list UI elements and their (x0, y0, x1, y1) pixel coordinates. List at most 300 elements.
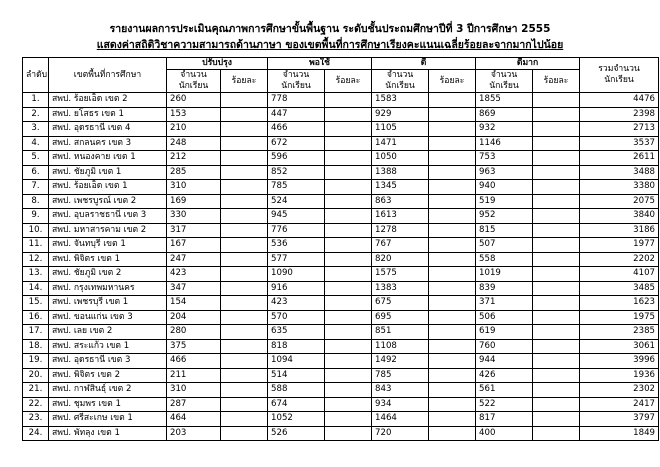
percent-good-cell (429, 223, 476, 238)
count-improve-cell: 247 (167, 252, 221, 267)
count-fair-cell: 423 (268, 296, 325, 311)
count-improve-cell: 211 (167, 368, 221, 383)
count-fair-cell: 447 (268, 107, 325, 122)
rank-cell: 15. (23, 296, 49, 311)
count-very-good-cell: 940 (476, 180, 533, 195)
total-students-cell: 4476 (580, 93, 659, 108)
total-students-cell: 1975 (580, 310, 659, 325)
count-improve-cell: 317 (167, 223, 221, 238)
count-fair-cell: 672 (268, 136, 325, 151)
count-fair-cell: 1094 (268, 354, 325, 369)
count-fair-cell: 588 (268, 383, 325, 398)
count-improve-cell: 464 (167, 412, 221, 427)
rank-cell: 22. (23, 397, 49, 412)
count-fair-cell: 778 (268, 93, 325, 108)
percent-improve-cell (221, 165, 268, 180)
total-students-cell: 1849 (580, 426, 659, 441)
percent-header: ร้อยละ (429, 70, 476, 93)
percent-fair-cell (325, 339, 372, 354)
percent-good-cell (429, 209, 476, 224)
count-fair-cell: 852 (268, 165, 325, 180)
total-students-cell: 2075 (580, 194, 659, 209)
count-good-cell: 1278 (372, 223, 429, 238)
table-row (23, 368, 659, 383)
percent-header: ร้อยละ (325, 70, 372, 93)
count-good-cell: 863 (372, 194, 429, 209)
group-header-improve: ปรับปรุง (167, 58, 268, 70)
percent-very-good-cell (533, 397, 580, 412)
table-row (23, 209, 659, 224)
percent-fair-cell (325, 368, 372, 383)
percent-very-good-cell (533, 122, 580, 137)
percent-very-good-cell (533, 310, 580, 325)
count-good-cell: 1492 (372, 354, 429, 369)
count-improve-cell: 260 (167, 93, 221, 108)
percent-improve-cell (221, 296, 268, 311)
percent-very-good-cell (533, 252, 580, 267)
table-row (23, 223, 659, 238)
percent-very-good-cell (533, 180, 580, 195)
count-fair-cell: 776 (268, 223, 325, 238)
percent-very-good-cell (533, 412, 580, 427)
table-row (23, 151, 659, 166)
count-good-cell: 767 (372, 238, 429, 253)
count-good-cell: 695 (372, 310, 429, 325)
count-improve-cell: 466 (167, 354, 221, 369)
count-very-good-cell: 558 (476, 252, 533, 267)
percent-fair-cell (325, 223, 372, 238)
percent-good-cell (429, 296, 476, 311)
area-name-cell: สพป. หนองคาย เขต 1 (49, 151, 167, 166)
count-very-good-cell: 400 (476, 426, 533, 441)
area-name-cell: สพป. สระแก้ว เขต 1 (49, 339, 167, 354)
percent-good-cell (429, 238, 476, 253)
count-good-cell: 675 (372, 296, 429, 311)
count-good-cell: 1345 (372, 180, 429, 195)
rank-cell: 13. (23, 267, 49, 282)
rank-header: ลำดับ (23, 58, 49, 93)
rank-cell: 11. (23, 238, 49, 253)
total-students-cell: 1936 (580, 368, 659, 383)
count-very-good-cell: 760 (476, 339, 533, 354)
area-name-cell: สพป. ชัยภูมิ เขต 2 (49, 267, 167, 282)
count-header: จำนวน นักเรียน (372, 70, 429, 93)
total-students-cell: 3537 (580, 136, 659, 151)
percent-improve-cell (221, 93, 268, 108)
total-students-cell: 3797 (580, 412, 659, 427)
total-students-cell: 3186 (580, 223, 659, 238)
percent-header: ร้อยละ (221, 70, 268, 93)
percent-good-cell (429, 107, 476, 122)
percent-good-cell (429, 180, 476, 195)
table-row (23, 136, 659, 151)
count-header: จำนวน นักเรียน (167, 70, 221, 93)
rank-cell: 14. (23, 281, 49, 296)
area-name-cell: สพป. เลย เขต 2 (49, 325, 167, 340)
area-name-cell: สพป. ร้อยเอ็ด เขต 1 (49, 180, 167, 195)
percent-improve-cell (221, 223, 268, 238)
count-very-good-cell: 815 (476, 223, 533, 238)
table-row (23, 397, 659, 412)
count-improve-cell: 154 (167, 296, 221, 311)
percent-fair-cell (325, 354, 372, 369)
count-fair-cell: 526 (268, 426, 325, 441)
percent-very-good-cell (533, 281, 580, 296)
percent-improve-cell (221, 238, 268, 253)
report-subtitle: แสดงค่าสถิติวิชาความสามารถด้านภาษา ของเขตพื้นที่การศึกษาเรียงคะแนนเฉลี่ยร้อยละจากมากไปน้อย (96, 39, 564, 51)
count-very-good-cell: 963 (476, 165, 533, 180)
percent-very-good-cell (533, 165, 580, 180)
count-fair-cell: 1090 (268, 267, 325, 282)
percent-very-good-cell (533, 93, 580, 108)
count-good-cell: 820 (372, 252, 429, 267)
area-name-cell: สพป. กรุงเทพมหานคร (49, 281, 167, 296)
percent-fair-cell (325, 209, 372, 224)
count-improve-cell: 287 (167, 397, 221, 412)
count-header: จำนวน นักเรียน (476, 70, 533, 93)
rank-cell: 10. (23, 223, 49, 238)
rank-cell: 23. (23, 412, 49, 427)
table-row (23, 310, 659, 325)
percent-good-cell (429, 281, 476, 296)
count-improve-cell: 210 (167, 122, 221, 137)
area-header: เขตพื้นที่การศึกษา (49, 58, 167, 93)
count-very-good-cell: 932 (476, 122, 533, 137)
group-header-fair: พอใช้ (268, 58, 372, 70)
percent-fair-cell (325, 383, 372, 398)
count-good-cell: 1575 (372, 267, 429, 282)
total-students-cell: 2713 (580, 122, 659, 137)
count-fair-cell: 514 (268, 368, 325, 383)
percent-improve-cell (221, 267, 268, 282)
percent-good-cell (429, 136, 476, 151)
total-header: รวมจำนวน นักเรียน (580, 58, 659, 93)
total-students-cell: 3840 (580, 209, 659, 224)
count-very-good-cell: 426 (476, 368, 533, 383)
table-row (23, 412, 659, 427)
percent-fair-cell (325, 165, 372, 180)
count-improve-cell: 310 (167, 180, 221, 195)
table-row (23, 383, 659, 398)
count-improve-cell: 330 (167, 209, 221, 224)
count-improve-cell: 169 (167, 194, 221, 209)
percent-fair-cell (325, 310, 372, 325)
percent-fair-cell (325, 397, 372, 412)
report-title: รายงานผลการประเมินคุณภาพการศึกษาขั้นพื้นฐาน ระดับชั้นประถมศึกษาปีที่ 3 ปีการศึกษา 2555 (109, 23, 551, 35)
total-students-cell: 3996 (580, 354, 659, 369)
count-fair-cell: 536 (268, 238, 325, 253)
percent-good-cell (429, 354, 476, 369)
table-row (23, 194, 659, 209)
table-row (23, 281, 659, 296)
percent-good-cell (429, 252, 476, 267)
area-name-cell: สพป. กาฬสินธุ์ เขต 2 (49, 383, 167, 398)
count-very-good-cell: 944 (476, 354, 533, 369)
percent-fair-cell (325, 281, 372, 296)
count-good-cell: 843 (372, 383, 429, 398)
table-row (23, 252, 659, 267)
count-improve-cell: 347 (167, 281, 221, 296)
rank-cell: 16. (23, 310, 49, 325)
area-name-cell: สพป. พิจิตร เขต 1 (49, 252, 167, 267)
rank-cell: 19. (23, 354, 49, 369)
table-row (23, 122, 659, 137)
percent-improve-cell (221, 281, 268, 296)
table-row (23, 267, 659, 282)
total-students-cell: 3061 (580, 339, 659, 354)
count-improve-cell: 203 (167, 426, 221, 441)
percent-improve-cell (221, 426, 268, 441)
percent-good-cell (429, 368, 476, 383)
rank-cell: 3. (23, 122, 49, 137)
percent-improve-cell (221, 368, 268, 383)
count-good-cell: 1464 (372, 412, 429, 427)
area-name-cell: สพป. ขอนแก่น เขต 3 (49, 310, 167, 325)
percent-improve-cell (221, 107, 268, 122)
percent-good-cell (429, 412, 476, 427)
rank-cell: 20. (23, 368, 49, 383)
total-students-cell: 4107 (580, 267, 659, 282)
percent-good-cell (429, 310, 476, 325)
count-improve-cell: 423 (167, 267, 221, 282)
percent-good-cell (429, 397, 476, 412)
percent-fair-cell (325, 252, 372, 267)
count-fair-cell: 674 (268, 397, 325, 412)
percent-improve-cell (221, 354, 268, 369)
percent-improve-cell (221, 209, 268, 224)
percent-fair-cell (325, 93, 372, 108)
count-improve-cell: 153 (167, 107, 221, 122)
percent-improve-cell (221, 325, 268, 340)
percent-improve-cell (221, 397, 268, 412)
percent-very-good-cell (533, 296, 580, 311)
table-row (23, 238, 659, 253)
count-fair-cell: 916 (268, 281, 325, 296)
rank-cell: 5. (23, 151, 49, 166)
percent-fair-cell (325, 267, 372, 282)
percent-good-cell (429, 325, 476, 340)
table-body (23, 93, 659, 441)
count-improve-cell: 375 (167, 339, 221, 354)
percent-fair-cell (325, 122, 372, 137)
area-name-cell: สพป. สกลนคร เขต 3 (49, 136, 167, 151)
total-students-cell: 2302 (580, 383, 659, 398)
percent-fair-cell (325, 426, 372, 441)
total-students-cell: 2398 (580, 107, 659, 122)
percent-improve-cell (221, 122, 268, 137)
percent-very-good-cell (533, 151, 580, 166)
count-good-cell: 1050 (372, 151, 429, 166)
rank-cell: 17. (23, 325, 49, 340)
count-fair-cell: 785 (268, 180, 325, 195)
count-very-good-cell: 519 (476, 194, 533, 209)
count-good-cell: 1383 (372, 281, 429, 296)
percent-good-cell (429, 267, 476, 282)
group-header-good: ดี (372, 58, 476, 70)
percent-improve-cell (221, 252, 268, 267)
count-very-good-cell: 839 (476, 281, 533, 296)
count-very-good-cell: 753 (476, 151, 533, 166)
count-improve-cell: 285 (167, 165, 221, 180)
count-good-cell: 785 (372, 368, 429, 383)
percent-very-good-cell (533, 354, 580, 369)
count-improve-cell: 310 (167, 383, 221, 398)
percent-fair-cell (325, 180, 372, 195)
count-very-good-cell: 371 (476, 296, 533, 311)
area-name-cell: สพป. อุดรธานี เขต 4 (49, 122, 167, 137)
percent-improve-cell (221, 412, 268, 427)
area-name-cell: สพป. พิจิตร เขต 2 (49, 368, 167, 383)
count-fair-cell: 1052 (268, 412, 325, 427)
percent-improve-cell (221, 310, 268, 325)
count-fair-cell: 596 (268, 151, 325, 166)
count-fair-cell: 818 (268, 339, 325, 354)
percent-very-good-cell (533, 223, 580, 238)
count-good-cell: 934 (372, 397, 429, 412)
area-name-cell: สพป. ชัยภูมิ เขต 1 (49, 165, 167, 180)
area-name-cell: สพป. เพชรบุรี เขต 1 (49, 296, 167, 311)
percent-very-good-cell (533, 267, 580, 282)
count-improve-cell: 280 (167, 325, 221, 340)
count-very-good-cell: 506 (476, 310, 533, 325)
rank-cell: 21. (23, 383, 49, 398)
percent-fair-cell (325, 194, 372, 209)
percent-fair-cell (325, 136, 372, 151)
percent-very-good-cell (533, 368, 580, 383)
count-very-good-cell: 619 (476, 325, 533, 340)
area-name-cell: สพป. ชุมพร เขต 1 (49, 397, 167, 412)
percent-fair-cell (325, 325, 372, 340)
rank-cell: 9. (23, 209, 49, 224)
rank-cell: 2. (23, 107, 49, 122)
rank-cell: 7. (23, 180, 49, 195)
total-students-cell: 1623 (580, 296, 659, 311)
percent-very-good-cell (533, 339, 580, 354)
rank-cell: 1. (23, 93, 49, 108)
count-very-good-cell: 869 (476, 107, 533, 122)
count-good-cell: 851 (372, 325, 429, 340)
count-improve-cell: 212 (167, 151, 221, 166)
percent-very-good-cell (533, 426, 580, 441)
count-fair-cell: 945 (268, 209, 325, 224)
total-students-cell: 3485 (580, 281, 659, 296)
percent-very-good-cell (533, 136, 580, 151)
percent-improve-cell (221, 339, 268, 354)
count-good-cell: 1108 (372, 339, 429, 354)
area-name-cell: สพป. อุบลราชธานี เขต 3 (49, 209, 167, 224)
percent-very-good-cell (533, 107, 580, 122)
count-very-good-cell: 522 (476, 397, 533, 412)
area-name-cell: สพป. จันทบุรี เขต 1 (49, 238, 167, 253)
area-name-cell: สพป. ศรีสะเกษ เขต 1 (49, 412, 167, 427)
percent-very-good-cell (533, 325, 580, 340)
percent-good-cell (429, 194, 476, 209)
count-fair-cell: 466 (268, 122, 325, 137)
percent-good-cell (429, 426, 476, 441)
percent-very-good-cell (533, 238, 580, 253)
table-row (23, 325, 659, 340)
count-very-good-cell: 507 (476, 238, 533, 253)
count-fair-cell: 635 (268, 325, 325, 340)
percent-fair-cell (325, 296, 372, 311)
area-name-cell: สพป. มหาสารคาม เขต 2 (49, 223, 167, 238)
group-header-very-good: ดีมาก (476, 58, 580, 70)
table-row (23, 165, 659, 180)
statistics-table (22, 57, 659, 441)
percent-fair-cell (325, 107, 372, 122)
rank-cell: 24. (23, 426, 49, 441)
count-very-good-cell: 817 (476, 412, 533, 427)
count-very-good-cell: 1019 (476, 267, 533, 282)
table-row (23, 93, 659, 108)
percent-fair-cell (325, 151, 372, 166)
total-students-cell: 2202 (580, 252, 659, 267)
percent-very-good-cell (533, 209, 580, 224)
rank-cell: 18. (23, 339, 49, 354)
table-row (23, 296, 659, 311)
count-fair-cell: 577 (268, 252, 325, 267)
percent-very-good-cell (533, 194, 580, 209)
percent-header: ร้อยละ (533, 70, 580, 93)
area-name-cell: สพป. เพชรบูรณ์ เขต 2 (49, 194, 167, 209)
percent-very-good-cell (533, 383, 580, 398)
table-row (23, 354, 659, 369)
count-good-cell: 1613 (372, 209, 429, 224)
total-students-cell: 1977 (580, 238, 659, 253)
total-students-cell: 2385 (580, 325, 659, 340)
count-very-good-cell: 1855 (476, 93, 533, 108)
percent-improve-cell (221, 180, 268, 195)
rank-cell: 8. (23, 194, 49, 209)
percent-improve-cell (221, 136, 268, 151)
count-fair-cell: 570 (268, 310, 325, 325)
percent-improve-cell (221, 151, 268, 166)
total-students-cell: 3380 (580, 180, 659, 195)
total-students-cell: 2417 (580, 397, 659, 412)
count-very-good-cell: 1146 (476, 136, 533, 151)
table-row (23, 339, 659, 354)
table-row (23, 180, 659, 195)
area-name-cell: สพป. พัทลุง เขต 1 (49, 426, 167, 441)
total-students-cell: 3488 (580, 165, 659, 180)
table-row (23, 107, 659, 122)
count-good-cell: 929 (372, 107, 429, 122)
count-improve-cell: 248 (167, 136, 221, 151)
count-very-good-cell: 952 (476, 209, 533, 224)
percent-good-cell (429, 383, 476, 398)
table-header (23, 58, 659, 93)
percent-improve-cell (221, 194, 268, 209)
percent-fair-cell (325, 412, 372, 427)
area-name-cell: สพป. ร้อยเอ็ด เขต 2 (49, 93, 167, 108)
count-good-cell: 720 (372, 426, 429, 441)
percent-good-cell (429, 339, 476, 354)
total-students-cell: 2611 (580, 151, 659, 166)
count-good-cell: 1471 (372, 136, 429, 151)
count-improve-cell: 167 (167, 238, 221, 253)
rank-cell: 6. (23, 165, 49, 180)
area-name-cell: สพป. อุดรธานี เขต 3 (49, 354, 167, 369)
count-fair-cell: 524 (268, 194, 325, 209)
count-header: จำนวน นักเรียน (268, 70, 325, 93)
percent-good-cell (429, 151, 476, 166)
count-good-cell: 1388 (372, 165, 429, 180)
percent-good-cell (429, 165, 476, 180)
count-good-cell: 1583 (372, 93, 429, 108)
table-row (23, 426, 659, 441)
count-good-cell: 1105 (372, 122, 429, 137)
percent-good-cell (429, 122, 476, 137)
